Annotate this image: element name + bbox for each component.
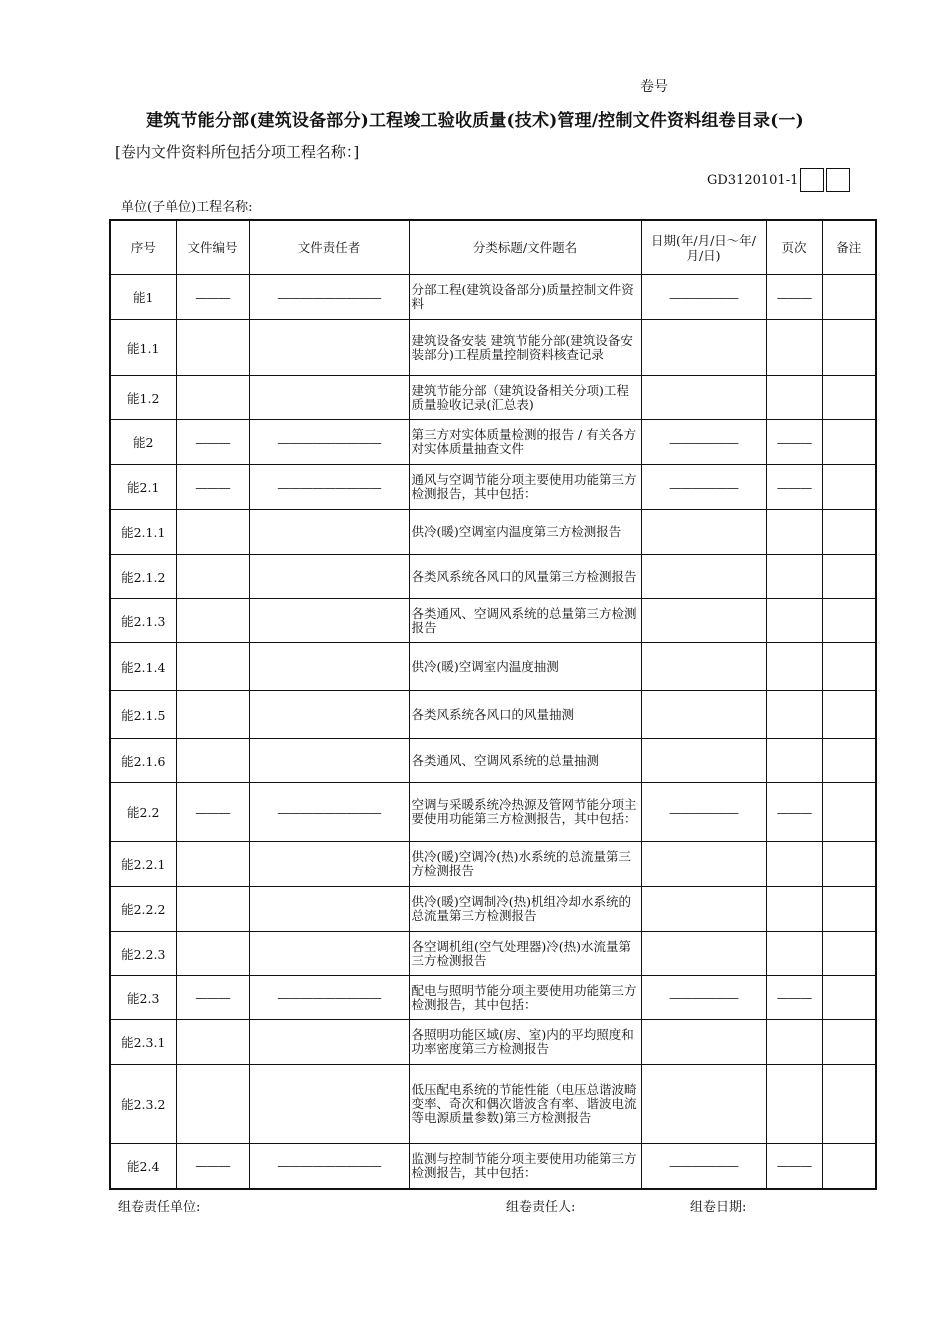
cell-no: 能1 xyxy=(110,275,176,320)
cell-pages xyxy=(766,932,822,976)
cell-owner: ————————— xyxy=(249,783,409,842)
cell-no: 能2.1 xyxy=(110,465,176,510)
cell-pages xyxy=(766,1065,822,1144)
cell-no: 能2.3 xyxy=(110,976,176,1020)
cell-date: —————— xyxy=(641,1144,766,1189)
cell-date xyxy=(641,510,766,555)
cell-remark xyxy=(822,510,876,555)
cell-title: 供冷(暖)空调冷(热)水系统的总流量第三方检测报告 xyxy=(409,842,641,887)
cell-date xyxy=(641,376,766,420)
cell-date xyxy=(641,555,766,599)
cell-remark xyxy=(822,1065,876,1144)
cell-owner xyxy=(249,691,409,739)
table-row xyxy=(110,510,876,555)
cell-owner xyxy=(249,555,409,599)
cell-remark xyxy=(822,320,876,376)
cell-title: 各类通风、空调风系统的总量抽测 xyxy=(409,739,641,783)
cell-pages: ——— xyxy=(766,976,822,1020)
cell-date: —————— xyxy=(641,976,766,1020)
cell-owner xyxy=(249,643,409,691)
cell-remark xyxy=(822,599,876,643)
cell-date xyxy=(641,1020,766,1065)
cell-owner xyxy=(249,1065,409,1144)
cell-no: 能2.3.2 xyxy=(110,1065,176,1144)
cell-file-no xyxy=(176,1065,249,1144)
cell-pages xyxy=(766,510,822,555)
col-header-no: 序号 xyxy=(110,220,176,275)
footer-person-label: 组卷责任人: xyxy=(506,1200,576,1215)
cell-remark xyxy=(822,555,876,599)
cell-remark xyxy=(822,739,876,783)
cell-title: 各类风系统各风口的风量抽测 xyxy=(409,691,641,739)
cell-owner: ————————— xyxy=(249,275,409,320)
cell-remark xyxy=(822,691,876,739)
form-code xyxy=(707,168,850,192)
cell-date: —————— xyxy=(641,420,766,465)
cell-file-no xyxy=(176,376,249,420)
cell-title: 监测与控制节能分项主要使用功能第三方检测报告，其中包括： xyxy=(409,1144,641,1189)
cell-file-no xyxy=(176,932,249,976)
cell-owner xyxy=(249,842,409,887)
catalog-table xyxy=(109,219,877,1190)
cell-title: 供冷(暖)空调制冷(热)机组冷却水系统的总流量第三方检测报告 xyxy=(409,887,641,932)
cell-file-no xyxy=(176,510,249,555)
cell-no: 能2.1.4 xyxy=(110,643,176,691)
cell-remark xyxy=(822,465,876,510)
table-row xyxy=(110,376,876,420)
cell-file-no xyxy=(176,555,249,599)
cell-owner: ————————— xyxy=(249,465,409,510)
cell-remark xyxy=(822,1020,876,1065)
cell-remark xyxy=(822,420,876,465)
cell-no: 能2.2.2 xyxy=(110,887,176,932)
cell-owner xyxy=(249,932,409,976)
cell-title: 各类风系统各风口的风量第三方检测报告 xyxy=(409,555,641,599)
col-header-owner: 文件责任者 xyxy=(249,220,409,275)
cell-pages xyxy=(766,1020,822,1065)
cell-date: —————— xyxy=(641,465,766,510)
cell-date xyxy=(641,887,766,932)
footer-date-label: 组卷日期: xyxy=(690,1200,747,1215)
cell-pages: ——— xyxy=(766,1144,822,1189)
table-row xyxy=(110,599,876,643)
cell-owner xyxy=(249,376,409,420)
table-row xyxy=(110,555,876,599)
cell-pages xyxy=(766,739,822,783)
cell-title: 供冷(暖)空调室内温度第三方检测报告 xyxy=(409,510,641,555)
col-header-pages: 页次 xyxy=(766,220,822,275)
cell-pages xyxy=(766,320,822,376)
col-header-title: 分类标题/文件题名 xyxy=(409,220,641,275)
cell-pages xyxy=(766,376,822,420)
table-row xyxy=(110,1144,876,1189)
cell-owner xyxy=(249,887,409,932)
cell-file-no xyxy=(176,887,249,932)
cell-no: 能2.1.1 xyxy=(110,510,176,555)
cell-title: 供冷(暖)空调室内温度抽测 xyxy=(409,643,641,691)
cell-title: 建筑节能分部（建筑设备相关分项)工程质量验收记录(汇总表) xyxy=(409,376,641,420)
cell-file-no xyxy=(176,739,249,783)
cell-pages: ——— xyxy=(766,783,822,842)
cell-no: 能2.2.3 xyxy=(110,932,176,976)
cell-remark xyxy=(822,887,876,932)
cell-date xyxy=(641,1065,766,1144)
cell-title: 各照明功能区域(房、室)内的平均照度和功率密度第三方检测报告 xyxy=(409,1020,641,1065)
cell-pages xyxy=(766,643,822,691)
col-header-remark: 备注 xyxy=(822,220,876,275)
table-row xyxy=(110,275,876,320)
cell-title: 低压配电系统的节能性能（电压总谐波畸变率、奇次和偶次谐波含有率、谐波电流等电源质量参数)第三方检测报告 xyxy=(409,1065,641,1144)
table-row xyxy=(110,465,876,510)
cell-remark xyxy=(822,842,876,887)
cell-owner xyxy=(249,739,409,783)
table-row xyxy=(110,1020,876,1065)
cell-no: 能2.3.1 xyxy=(110,1020,176,1065)
cell-owner xyxy=(249,599,409,643)
table-row xyxy=(110,887,876,932)
cell-file-no: ——— xyxy=(176,420,249,465)
cell-pages: ——— xyxy=(766,275,822,320)
cell-file-no xyxy=(176,842,249,887)
cell-pages xyxy=(766,599,822,643)
cell-file-no xyxy=(176,643,249,691)
cell-remark xyxy=(822,376,876,420)
cell-no: 能2.1.3 xyxy=(110,599,176,643)
cell-owner xyxy=(249,1020,409,1065)
cell-date xyxy=(641,643,766,691)
cell-no: 能1.1 xyxy=(110,320,176,376)
cell-file-no xyxy=(176,691,249,739)
cell-no: 能2.4 xyxy=(110,1144,176,1189)
cell-remark xyxy=(822,932,876,976)
cell-file-no xyxy=(176,599,249,643)
cell-title: 建筑设备安装 建筑节能分部(建筑设备安装部分)工程质量控制资料核查记录 xyxy=(409,320,641,376)
cell-pages xyxy=(766,691,822,739)
form-code-text: GD3120101-1 xyxy=(707,172,799,188)
table-row xyxy=(110,932,876,976)
cell-owner: ————————— xyxy=(249,420,409,465)
cell-file-no xyxy=(176,320,249,376)
cell-no: 能2.1.2 xyxy=(110,555,176,599)
col-header-date: 日期(年/月/日～年/月/日) xyxy=(641,220,766,275)
cell-remark xyxy=(822,275,876,320)
cell-title: 第三方对实体质量检测的报告 / 有关各方对实体质量抽查文件 xyxy=(409,420,641,465)
col-header-file-no: 文件编号 xyxy=(176,220,249,275)
subitem-name-label: [卷内文件资料所包括分项工程名称：] xyxy=(115,143,360,161)
cell-no: 能2.2.1 xyxy=(110,842,176,887)
cell-owner: ————————— xyxy=(249,976,409,1020)
table-row xyxy=(110,320,876,376)
cell-date xyxy=(641,932,766,976)
table-row xyxy=(110,643,876,691)
cell-remark xyxy=(822,1144,876,1189)
cell-file-no: ——— xyxy=(176,275,249,320)
cell-remark xyxy=(822,783,876,842)
cell-date xyxy=(641,599,766,643)
cell-date: —————— xyxy=(641,783,766,842)
cell-title: 分部工程(建筑设备部分)质量控制文件资料 xyxy=(409,275,641,320)
cell-date xyxy=(641,691,766,739)
cell-remark xyxy=(822,643,876,691)
cell-file-no: ——— xyxy=(176,1144,249,1189)
table-row xyxy=(110,842,876,887)
cell-no: 能2.1.5 xyxy=(110,691,176,739)
table-header-row xyxy=(110,220,876,275)
cell-title: 配电与照明节能分项主要使用功能第三方检测报告，其中包括： xyxy=(409,976,641,1020)
table-row xyxy=(110,420,876,465)
cell-no: 能2.1.6 xyxy=(110,739,176,783)
cell-date xyxy=(641,842,766,887)
cell-no: 能1.2 xyxy=(110,376,176,420)
cell-file-no xyxy=(176,1020,249,1065)
table-row xyxy=(110,976,876,1020)
cell-file-no: ——— xyxy=(176,465,249,510)
cell-no: 能2.2 xyxy=(110,783,176,842)
volume-label: 卷号 xyxy=(640,79,668,95)
cell-title: 空调与采暖系统冷热源及管网节能分项主要使用功能第三方检测报告，其中包括： xyxy=(409,783,641,842)
cell-title: 各类通风、空调风系统的总量第三方检测报告 xyxy=(409,599,641,643)
cell-pages: ——— xyxy=(766,420,822,465)
cell-owner xyxy=(249,510,409,555)
cell-pages xyxy=(766,555,822,599)
table-row xyxy=(110,783,876,842)
cell-remark xyxy=(822,976,876,1020)
table-row xyxy=(110,1065,876,1144)
cell-pages xyxy=(766,842,822,887)
cell-no: 能2 xyxy=(110,420,176,465)
cell-file-no: ——— xyxy=(176,976,249,1020)
cell-date: —————— xyxy=(641,275,766,320)
cell-owner xyxy=(249,320,409,376)
table-row xyxy=(110,691,876,739)
cell-owner: ————————— xyxy=(249,1144,409,1189)
page-title: 建筑节能分部(建筑设备部分)工程竣工验收质量(技术)管理/控制文件资料组卷目录(一) xyxy=(146,111,804,131)
cell-title: 各空调机组(空气处理器)冷(热)水流量第三方检测报告 xyxy=(409,932,641,976)
cell-pages: ——— xyxy=(766,465,822,510)
code-box-2[interactable] xyxy=(826,168,850,192)
cell-file-no: ——— xyxy=(176,783,249,842)
code-box-1[interactable] xyxy=(800,168,824,192)
cell-date xyxy=(641,739,766,783)
unit-name-label: 单位(子单位)工程名称: xyxy=(121,200,253,215)
table-row xyxy=(110,739,876,783)
cell-date xyxy=(641,320,766,376)
cell-title: 通风与空调节能分项主要使用功能第三方检测报告，其中包括： xyxy=(409,465,641,510)
cell-pages xyxy=(766,887,822,932)
footer-unit-label: 组卷责任单位: xyxy=(118,1200,201,1215)
